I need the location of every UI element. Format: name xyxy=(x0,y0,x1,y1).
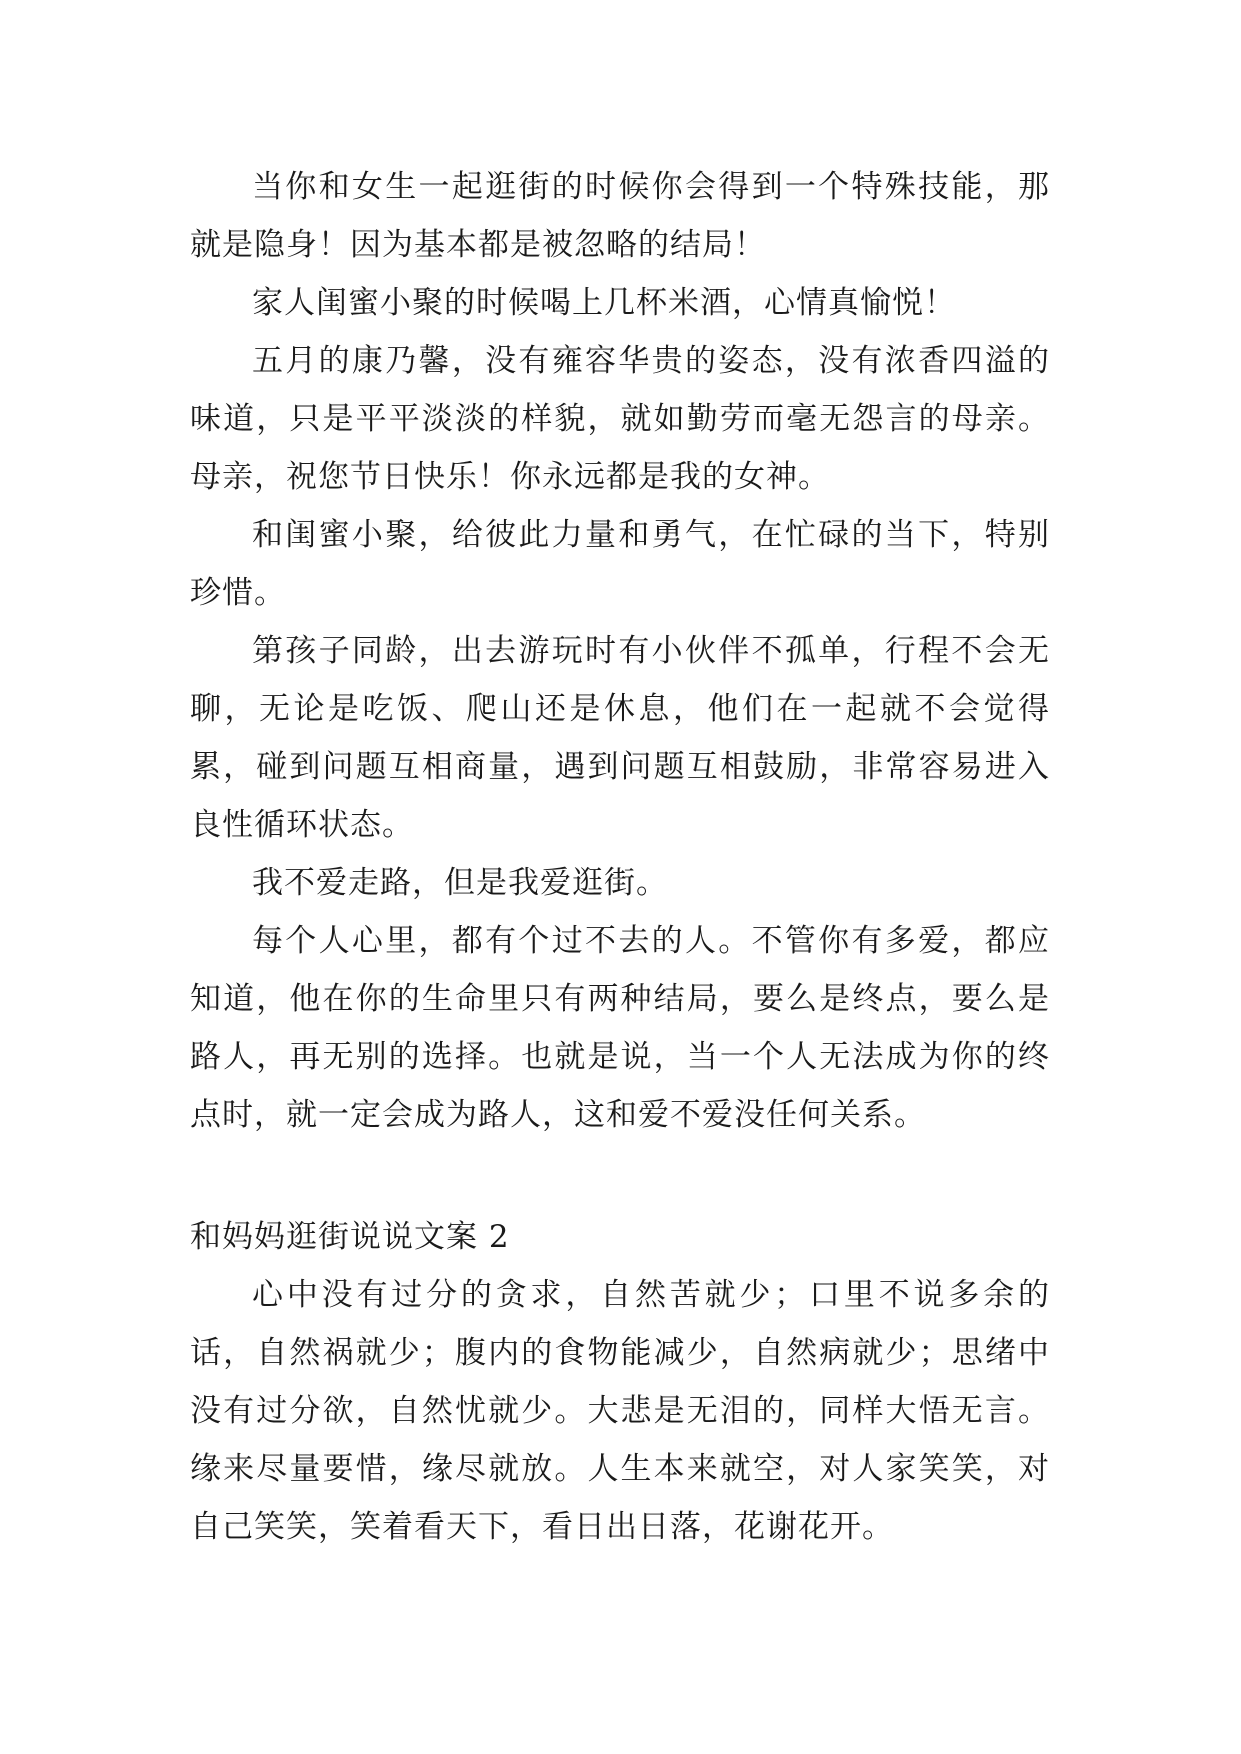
paragraph: 我不爱走路，但是我爱逛街。 xyxy=(252,865,668,901)
paragraph: 和闺蜜小聚，给彼此力量和勇气，在忙碌的当下，特别珍惜。 xyxy=(190,517,1050,611)
section-heading: 和妈妈逛街说说文案 2 xyxy=(190,1219,510,1255)
document-page xyxy=(190,158,1050,1556)
paragraph: 每个人心里，都有个过不去的人。不管你有多爱，都应知道，他在你的生命里只有两种结局，要么是终点，要么是路人，再无别的选择。也就是说，当一个人无法成为你的终点时，就一定会成为路人，这和爱不爱没任何关系。 xyxy=(190,923,1050,1133)
paragraph: 五月的康乃馨，没有雍容华贵的姿态，没有浓香四溢的味道，只是平平淡淡的样貌，就如勤劳而毫无怨言的母亲。母亲，祝您节日快乐！你永远都是我的女神。 xyxy=(190,343,1050,495)
paragraph: 第孩子同龄，出去游玩时有小伙伴不孤单，行程不会无聊，无论是吃饭、爬山还是休息，他们在一起就不会觉得累，碰到问题互相商量，遇到问题互相鼓励，非常容易进入良性循环状态。 xyxy=(190,633,1050,843)
paragraph: 家人闺蜜小聚的时候喝上几杯米酒，心情真愉悦！ xyxy=(252,285,956,321)
paragraph: 当你和女生一起逛街的时候你会得到一个特殊技能，那就是隐身！因为基本都是被忽略的结局！ xyxy=(190,169,1050,263)
paragraph: 心中没有过分的贪求，自然苦就少；口里不说多余的话，自然祸就少；腹内的食物能减少，自然病就少；思绪中没有过分欲，自然忧就少。大悲是无泪的，同样大悟无言。缘来尽量要惜，缘尽就放。人生本来就空，对人家笑笑，对自己笑笑，笑着看天下，看日出日落，花谢花开。 xyxy=(190,1277,1050,1545)
